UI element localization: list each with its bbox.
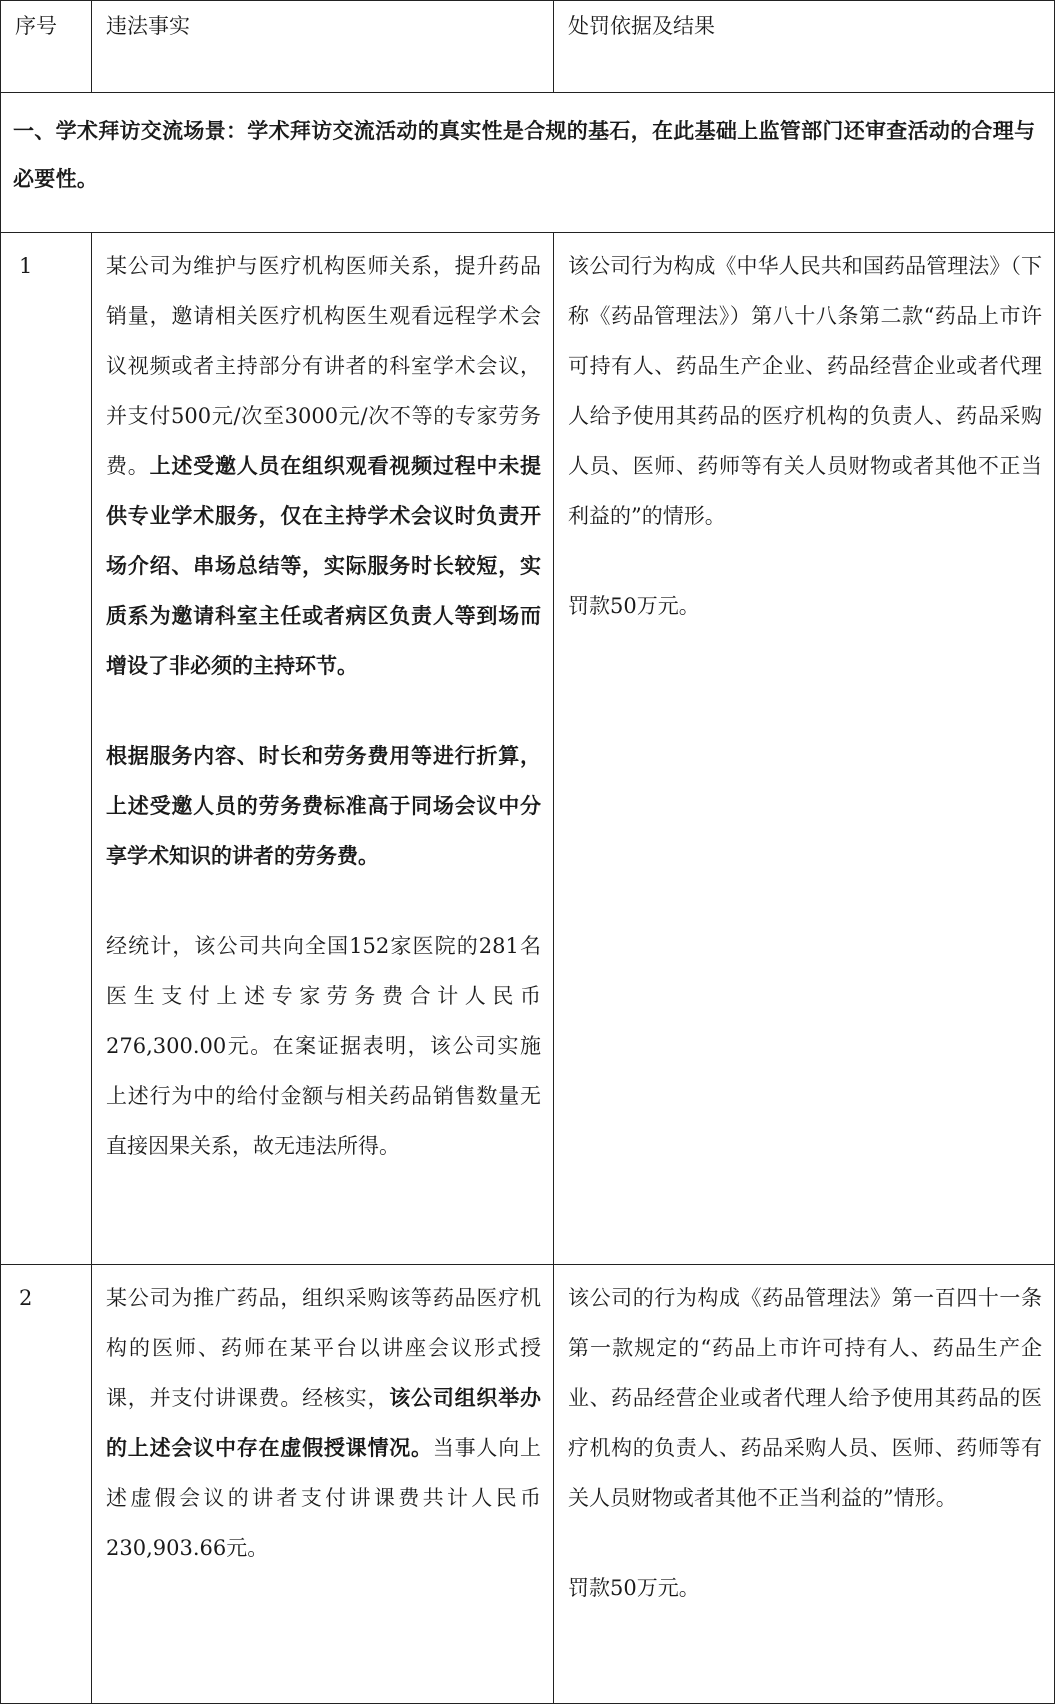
facts-paragraph bbox=[106, 241, 541, 691]
facts-text: 某公司为推广药品，组织采购该等药品医疗机构的医师、药师在某平台以讲座会议形式授课，并支付讲课费。经核实， bbox=[106, 1286, 541, 1410]
row-facts bbox=[92, 1265, 554, 1704]
table-header-row bbox=[1, 1, 1055, 93]
facts-emphasis-paragraph: 根据服务内容、时长和劳务费用等进行折算，上述受邀人员的劳务费标准高于同场会议中分享学术知识的讲者的劳务费。 bbox=[106, 743, 541, 868]
table-row bbox=[1, 1265, 1055, 1704]
facts-paragraph bbox=[106, 1273, 541, 1573]
row-index: 1 bbox=[1, 233, 92, 1265]
row-basis bbox=[554, 1265, 1055, 1704]
header-basis: 处罚依据及结果 bbox=[554, 1, 1055, 93]
facts-emphasis: 上述受邀人员在组织观看视频过程中未提供专业学术服务，仅在主持学术会议时负责开场介绍、串场总结等，实际服务时长较短，实质系为邀请科室主任或者病区负责人等到场而增设了非必须的主持环节。 bbox=[106, 453, 542, 678]
section-title: 一、学术拜访交流场景：学术拜访交流活动的真实性是合规的基石，在此基础上监管部门还审查活动的合理与必要性。 bbox=[1, 93, 1055, 233]
header-facts: 违法事实 bbox=[92, 1, 554, 93]
header-index: 序号 bbox=[1, 1, 92, 93]
facts-text-tail: 当事人向上述虚假会议的讲者支付讲课费共计人民币230,903.66元。 bbox=[106, 1436, 542, 1560]
table-row bbox=[1, 233, 1055, 1265]
result-paragraph: 罚款50万元。 bbox=[568, 1576, 700, 1600]
row-basis bbox=[554, 233, 1055, 1265]
result-paragraph: 罚款50万元。 bbox=[568, 594, 700, 618]
row-facts bbox=[92, 233, 554, 1265]
section-row bbox=[1, 93, 1055, 233]
basis-paragraph: 该公司行为构成《中华人民共和国药品管理法》（下称《药品管理法》）第八十八条第二款“药品上市许可持有人、药品生产企业、药品经营企业或者代理人给予使用其药品的医疗机构的负责人、药品采购人员、医师、药师等有关人员财物或者其他不正当利益的”的情形。 bbox=[568, 254, 1042, 528]
row-index: 2 bbox=[1, 1265, 92, 1704]
basis-paragraph: 该公司的行为构成《药品管理法》第一百四十一条第一款规定的“药品上市许可持有人、药品生产企业、药品经营企业或者代理人给予使用其药品的医疗机构的负责人、药品采购人员、医师、药师等有关人员财物或者其他不正当利益的”情形。 bbox=[568, 1286, 1042, 1510]
facts-statistics-paragraph: 经统计，该公司共向全国152家医院的281名医生支付上述专家劳务费合计人民币276,300.00元。在案证据表明，该公司实施上述行为中的给付金额与相关药品销售数量无直接因果关系，故无违法所得。 bbox=[106, 934, 541, 1158]
facts-text: 某公司为维护与医疗机构医师关系，提升药品销量，邀请相关医疗机构医生观看远程学术会议视频或者主持部分有讲者的科室学术会议，并支付500元/次至3000元/次不等的专家劳务费。 bbox=[106, 254, 541, 478]
facts-emphasis: 该公司组织举办的上述会议中存在虚假授课情况。 bbox=[106, 1385, 542, 1460]
